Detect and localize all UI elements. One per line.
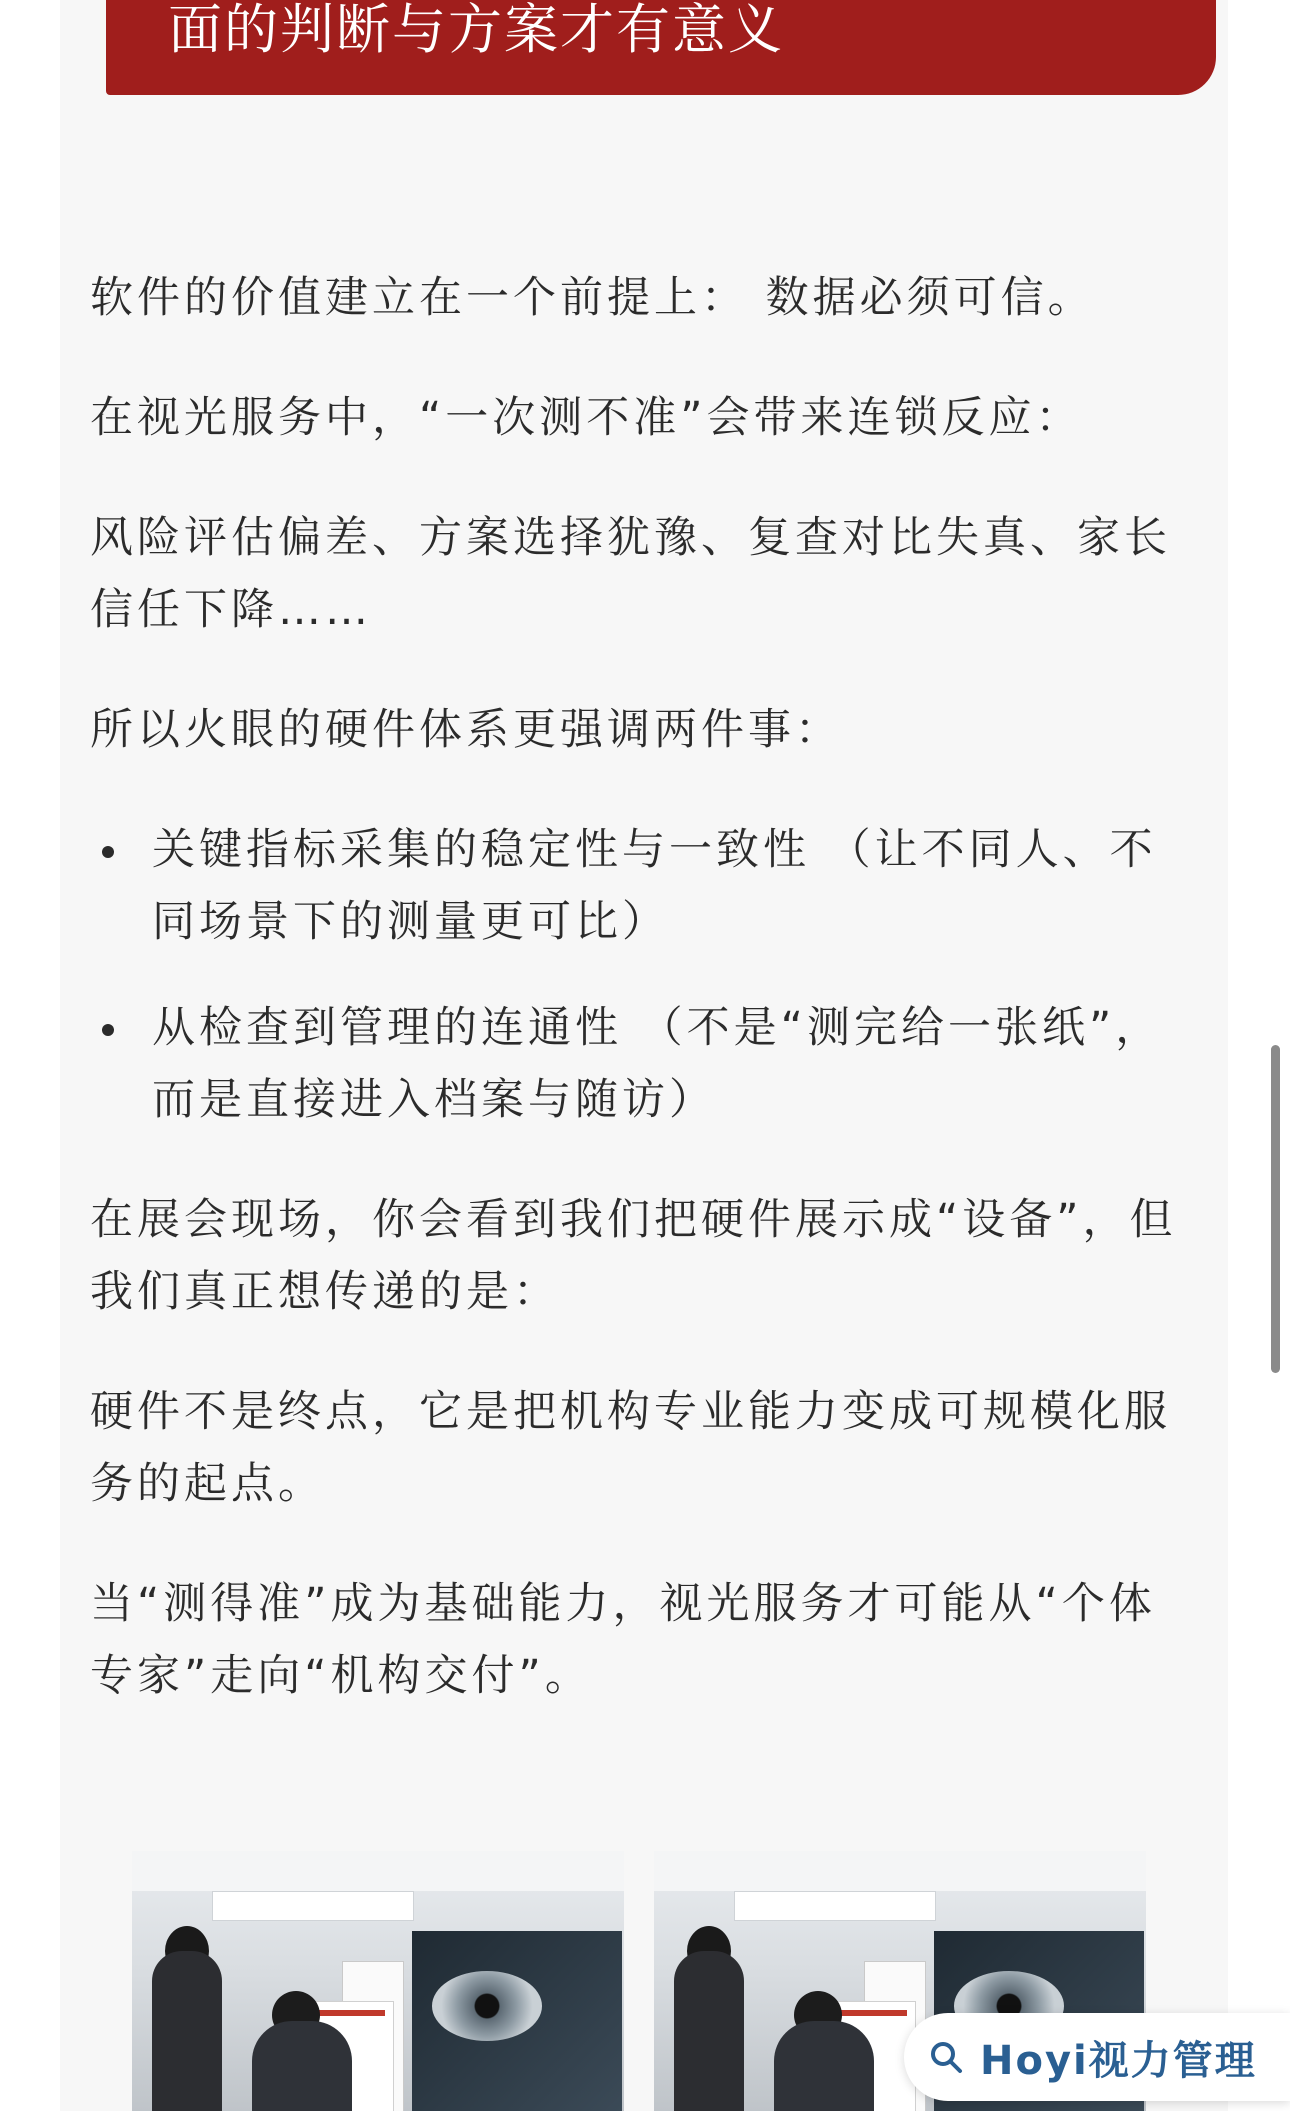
banner-title: 面的判断与方案才有意义 xyxy=(168,0,784,61)
paragraph-6: 硬件不是终点，它是把机构专业能力变成可规模化服务的起点。 xyxy=(90,1387,1171,1509)
bullet-item: 关键指标采集的稳定性与一致性 （让不同人、不同场景下的测量更可比） xyxy=(90,814,1200,958)
paragraph-2: 在视光服务中，“一次测不准”会带来连锁反应： xyxy=(90,393,1083,443)
section-banner xyxy=(106,0,1216,95)
article-body xyxy=(90,262,1200,1712)
bullet-list xyxy=(90,814,1200,1136)
scrollbar-thumb[interactable] xyxy=(1271,1045,1280,1373)
hoyi-brand-button[interactable] xyxy=(904,2013,1290,2101)
brand-label: Hoyi视力管理 xyxy=(980,2037,1257,2084)
bullet-item: 从检查到管理的连通性 （不是“测完给一张纸”，而是直接进入档案与随访） xyxy=(90,992,1200,1136)
exhibition-photo[interactable] xyxy=(132,1851,624,2111)
search-icon xyxy=(928,2039,964,2075)
paragraph-5: 在展会现场，你会看到我们把硬件展示成“设备”，但我们真正想传递的是： xyxy=(90,1195,1177,1317)
paragraph-4: 所以火眼的硬件体系更强调两件事： xyxy=(90,705,842,755)
paragraph-3: 风险评估偏差、方案选择犹豫、复查对比失真、家长信任下降…… xyxy=(90,513,1171,635)
paragraph-7: 当“测得准”成为基础能力，视光服务才可能从“个体专家”走向“机构交付”。 xyxy=(90,1579,1156,1701)
paragraph-1: 软件的价值建立在一个前提上： 数据必须可信。 xyxy=(90,273,1095,323)
